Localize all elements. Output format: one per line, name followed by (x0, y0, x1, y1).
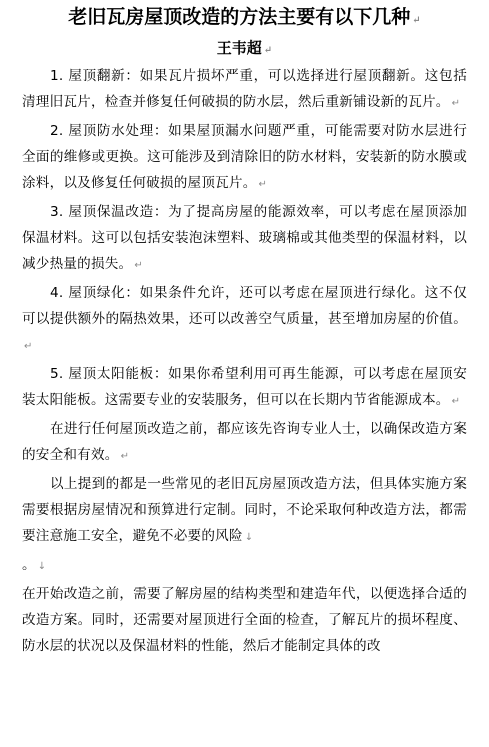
paragraph-6: 在进行任何屋顶改造之前，都应该先咨询专业人士，以确保改造方案的安全和有效。 ↵ (22, 421, 467, 463)
paragraph-3: 3. 屋顶保温改造：为了提高房屋的能源效率，可以考虑在屋顶添加保温材料。这可以包括安装泡沫塑料、玻璃棉或其他类型的保温材料，以减少热量的损失。 ↵ (22, 204, 467, 272)
paragraph-fragment: 。 ↓ (22, 557, 47, 573)
paragraph-mark-icon: ↵ (134, 260, 143, 271)
paragraph-2: 2. 屋顶防水处理：如果屋顶漏水问题严重，可能需要对防水层进行全面的维修或更换。这可能涉及到清除旧的防水材料，安装新的防水膜或涂料，以及修复任何破损的屋顶瓦片。 ↵ (22, 123, 467, 191)
document-page (0, 4, 489, 747)
title-text: 老旧瓦房屋顶改造的方法主要有以下几种 (68, 6, 411, 28)
paragraph-mark-icon: ↵ (24, 341, 33, 352)
paragraph-mark-icon: ↵ (120, 451, 130, 462)
paragraph-mark-icon: ↵ (258, 179, 268, 190)
author-name (22, 38, 467, 61)
line-break-mark-icon: ↓ (37, 561, 47, 572)
paragraph-1: 1. 屋顶翻新：如果瓦片损坏严重，可以选择进行屋顶翻新。这包括清理旧瓦片，检查并修复任何破损的防水层，然后重新铺设新的瓦片。 ↵ (22, 68, 467, 110)
paragraph-4: 4. 屋顶绿化：如果条件允许，还可以考虑在屋顶进行绿化。这不仅可以提供额外的隔热效果，还可以改善空气质量，甚至增加房屋的价值。↵ (22, 285, 467, 352)
paragraph-final: 在开始改造之前，需要了解房屋的结构类型和建造年代，以便选择合适的改造方案。同时，还需要对屋顶进行全面的检查，了解瓦片的损坏程度、防水层的状况以及保温材料的性能，然后才能制定具体的改 (22, 586, 467, 654)
line-break-mark-icon: ↓ (244, 532, 254, 543)
paragraph-mark-icon: ↵ (412, 15, 421, 26)
paragraph-mark-icon: ↵ (263, 45, 273, 56)
document-title (22, 4, 467, 34)
paragraph-mark-icon: ↵ (451, 98, 461, 109)
paragraph-mark-icon: ↵ (451, 396, 461, 407)
paragraph-7: 以上提到的都是一些常见的老旧瓦房屋顶改造方法，但具体实施方案需要根据房屋情况和预算进行定制。同时，不论采取何种改造方法，都需要注意施工安全，避免不必要的风险 ↓ (22, 476, 467, 544)
author-text: 王韦超 (216, 39, 262, 57)
paragraph-5: 5. 屋顶太阳能板：如果你希望利用可再生能源，可以考虑在屋顶安装太阳能板。这需要专业的安装服务，但可以在长期内节省能源成本。 ↵ (22, 366, 467, 408)
